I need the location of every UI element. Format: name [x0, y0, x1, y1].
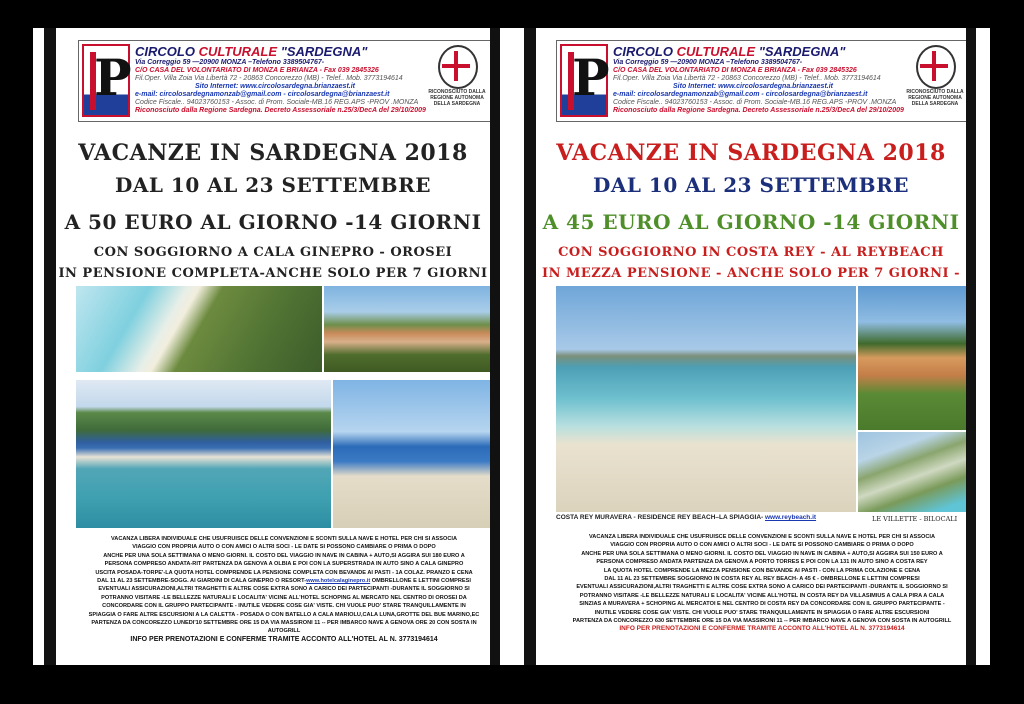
beach-aerial-photo — [76, 286, 322, 372]
org-address: Via Correggio 59 —20900 MONZA –Telefono 3389504767- — [613, 59, 803, 66]
org-info — [135, 44, 426, 115]
beach-umbrellas-photo — [76, 380, 331, 528]
flyer-dates: DAL 10 AL 23 SETTEMBRE — [115, 173, 431, 197]
org-site-link[interactable]: Sito Internet: www.circolosardegna.brianzaest.it — [195, 83, 355, 90]
crest-text: RICONOSCIUTO DALLA REGIONE AUTONOMA DELLA SARDEGNA — [906, 89, 964, 107]
org-email-link[interactable]: e-mail: circolosardegnamonzab@gmail.com - circolosardegna@brianzaest.it — [613, 91, 868, 98]
org-ricon: Riconosciuto dalla Regione Sardegna. Decreto Assessoriale n.25/3/DecA del 29/10/2009 — [135, 107, 426, 114]
sardinia-crest-icon — [903, 45, 965, 107]
flyer-board: IN PENSIONE COMPLETA-ANCHE SOLO PER 7 GIORNI — [58, 266, 488, 281]
hotel-link[interactable]: www.hotelcalaginepro.it — [306, 578, 371, 585]
flyer-dates: DAL 10 AL 23 SETTEMBRE — [593, 173, 909, 197]
flyer-location: CON SOGGIORNO A CALA GINEPRO - OROSEI — [93, 245, 453, 260]
org-name: CIRCOLO CULTURALE "SARDEGNA" — [613, 44, 846, 59]
beach-loungers-photo — [333, 380, 490, 528]
org-codice: Codice Fiscale.. 94023760153 - Assoc. di Prom. Sociale-MB.16 REG.APS -PROV .MONZA — [135, 99, 419, 106]
org-address3: Fil.Oper. Villa Zoia Via Libertà 72 - 20863 Concorezzo (MB) - Telef.. Mob. 3773194614 — [613, 75, 881, 82]
hotel-building-photo — [324, 286, 490, 372]
flyer-costa-rey — [524, 28, 976, 665]
reybeach-link[interactable]: www.reybeach.it — [765, 514, 817, 521]
org-header — [78, 40, 490, 122]
flyer-board: IN MEZZA PENSIONE - ANCHE SOLO PER 7 GIORNI - — [542, 266, 960, 281]
crest-text: RICONOSCIUTO DALLA REGIONE AUTONOMA DELLA SARDEGNA — [428, 89, 486, 107]
org-header — [556, 40, 966, 122]
flyer-body-text: VACANZA LIBERA INDIVIDUALE CHE USUFRUISCE DELLE CONVENZIONI E SCONTI SULLA NAVE E HOTEL PER CHI SI ASSOCIA VIAGGIO CON PROPRIA AUTO O CON AMICI O ALTRI SOCI - LE DATE SI POSSONO CAMBIARE O PRIMA O DOPO ANCHE PER UNA SOLA SETTIMANA O MENO GIORNI. IL COSTO DEL VIAGGIO IN NAVE IN CABINA + AUTO,SI AGGIRA SUI 150 EURO A PERSONA COMPRESO ANDATA PARTENZA DA GENOVA A PORTO TORRES E POI CON LA 131 IN AUTO SINO A COSTA REY LA QUOTA HOTEL COMPRENDE LA MEZZA PENSIONE CON BEVANDE AI PASTI - CON LA PRIMA COLAZIONE E CENA DAL 11 AL 23 SETTEMBRE SOGGIORNO IN COSTA REY AL REY BEACH- A 45 € - OMBRELLONE E LETTINI COMPRESI EVENTUALI ASSICURAZIONI,ALTRI TRAGHETTI E ALTRE COSE EXTRA SONO A CARICO DEI PARTECIPANTI -DURANTE IL SOGGIORNO SI POTRANNO VISITARE -LE BELLEZZE NATURALI E LOCALITA' VICINE ALL'HOTEL IN COSTA REY DA VILLASIMIUS A CALA PIRA A CALA SINZIAS A MURAVERA + SCHOPING AL MERCATOI E NEL CENTRO DI COSTA REY DA CONCORDARE CON IL GRUPPO PARTECIPANTE - INUTILE VEDERE COSE GIA' VISTE. CHI VUOLE PUO' STARE TRANQUILLAMENTE IN SPIAGGIA O FARE ALTRE ESCURSIONI PARTENZA DA CONCOREZZO 630 SETTEMBRE ORE 15 DA VIA MASSIRONI 11 -- PER IMBARCO NAVE A GENOVA CON SOSTA IN AUTOGRILL INFO PER PRENOTAZIONI E CONFERME TRAMITE ACCONTO ALL'HOTEL AL N. 3773194614 — [572, 534, 952, 633]
flyer-title: VACANZE IN SARDEGNA 2018 — [556, 140, 946, 166]
flyer-location: CON SOGGIORNO IN COSTA REY - AL REYBEACH — [558, 245, 944, 260]
flyer-price: A 50 EURO AL GIORNO -14 GIORNI — [64, 210, 482, 234]
sardinia-crest-icon — [425, 45, 487, 107]
flyer-body-text: VACANZA LIBERA INDIVIDUALE CHE USUFRUISCE DELLE CONVENZIONI E SCONTI SULLA NAVE E HOTEL PER CHI SI ASSOCIA VIAGGIO CON PROPRIA AUTO O CON AMICI O ALTRI SOCI - LE DATE SI POSSONO CAMBIARE O PRIMA O DOPO ANCHE PER UNA SOLA SETTIMANA O MENO GIORNI. IL COSTO DEL VIAGGIO IN NAVE IN CABINA + AUTO,SI AGGIRA SUI 180 EURO A PERSONA COMPRESO ANDATA-RIT PARTENZA DA GENOVA A OLBIA E POI CON LA SUPERSTRADA IN AUTO SINO A CALA GINEPRO USCITA POSADA-TORPE'-LA QUOTA HOTEL COMPRENDE LA PENSIONE COMPLETA CON BEVANDE AI PASTI - 1A COLAZ. PRANZO E CENA DAL 11 AL 23 SETTEMBRE-SOGG. AI GIARDINI DI CALA GINEPRO O RESORT-www.hotelcalaginepro.it OMBRELLONE E LETTINI COMPRESI EVENTUALI ASSICURAZIONI,ALTRI TRAGHETTI E ALTRE COSE EXTRA SONO A CARICO DEI PARTECIPANTI -DURANTE IL SOGGIORNO SI POTRANNO VISITARE -LE BELLEZZE NATURALI E LOCALITA' VICINE ALL'HOTEL SCHOPING AL MERCATO NEL CENTRO DI OROSEI DA CONCORDARE CON IL GRUPPO PARTECIPANTE - INUTILE VEDERE COSE GIA' VISTE. CHI VUOLE PUO' STARE TRANQUILLAMENTE IN SPIAGGIA O FARE ALTRE ESCURSIONI A LA CALETTA - POSADA O CON BATELLO A CALA MARIOLU,CALA LUNA,GROTTE DEL BUE MARINO,EC PARTENZA DA CONCOREZZO LUNEDI'10 SETTEMBRE ORE 15 DA VIA MASSIRONI 11 -- PER IMBARCO NAVE A GENOVA ORE 20 CON SOSTA IN AUTOGRILL INFO PER PRENOTAZIONI E CONFERME TRAMITE ACCONTO ALL'HOTEL AL N. 3773194614 — [88, 536, 480, 643]
org-logo-icon: P — [560, 44, 608, 117]
villette-caption: LE VILLETTE - BILOCALI — [872, 515, 958, 523]
flyer-title: VACANZE IN SARDEGNA 2018 — [78, 140, 468, 166]
org-address: Via Correggio 59 —20900 MONZA –Telefono 3389504767- — [135, 59, 325, 66]
costa-rey-beach-photo — [556, 286, 856, 512]
beach-caption: COSTA REY MURAVERA - RESIDENCE REY BEACH–LA SPIAGGIA- www.reybeach.it — [556, 514, 817, 521]
org-ricon: Riconosciuto dalla Regione Sardegna. Decreto Assessoriale n.25/3/DecA del 29/10/2009 — [613, 107, 904, 114]
org-email-link[interactable]: e-mail: circolosardegnamonzab@gmail.com - circolosardegna@brianzaest.it — [135, 91, 390, 98]
org-name: CIRCOLO CULTURALE "SARDEGNA" — [135, 44, 368, 59]
org-address2: C/O CASA DEL VOLONTARIATO DI MONZA E BRIANZA - Fax 039 2845326 — [135, 67, 379, 74]
org-address2: C/O CASA DEL VOLONTARIATO DI MONZA E BRIANZA - Fax 039 2845326 — [613, 67, 857, 74]
flyer-price: A 45 EURO AL GIORNO -14 GIORNI — [542, 210, 960, 234]
org-codice: Codice Fiscale.. 94023760153 - Assoc. di Prom. Sociale-MB.16 REG.APS -PROV .MONZA — [613, 99, 897, 106]
villette-aerial-photo — [858, 432, 966, 512]
org-address3: Fil.Oper. Villa Zoia Via Libertà 72 - 20863 Concorezzo (MB) - Telef.. Mob. 3773194614 — [135, 75, 403, 82]
flyer-cala-ginepro — [44, 28, 500, 665]
org-logo-icon: P — [82, 44, 130, 117]
villa-garden-photo — [858, 286, 966, 430]
org-site-link[interactable]: Sito Internet: www.circolosardegna.brianzaest.it — [673, 83, 833, 90]
org-info — [613, 44, 904, 115]
